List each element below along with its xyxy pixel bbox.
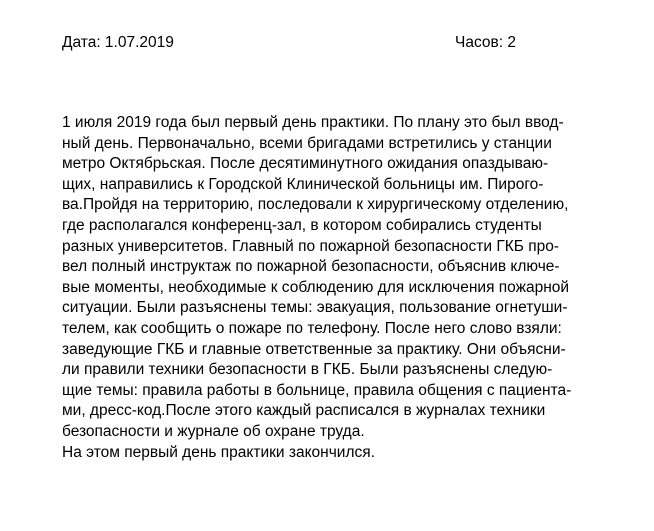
text-line: заведующие ГКБ и главные ответственные за практику. Они объясни- bbox=[62, 340, 566, 358]
report-paragraph bbox=[62, 113, 642, 463]
text-line: разных университетов. Главный по пожарной безопасности ГКБ про- bbox=[62, 237, 560, 255]
text-line: телем, как сообщить о пожаре по телефону. После него слово взяли: bbox=[62, 319, 562, 337]
text-line: ва.Пройдя на территорию, последовали к хирургическому отделению, bbox=[62, 196, 569, 214]
date-label: Дата: 1.07.2019 bbox=[62, 34, 174, 51]
hours-label: Часов: 2 bbox=[455, 34, 516, 51]
text-line: ный день. Первоначально, всеми бригадами встретились у станции bbox=[62, 134, 552, 152]
text-line: ми, дресс-код.После этого каждый расписался в журналах техники bbox=[62, 402, 546, 420]
text-line: где располагался конференц-зал, в котором собирались студенты bbox=[62, 216, 542, 234]
text-line: щие темы: правила работы в больнице, правила общения с пациента- bbox=[62, 381, 572, 399]
text-line: щих, направились к Городской Клинической больницы им. Пирого- bbox=[62, 175, 544, 193]
text-line: безопасности и журнале об охране труда. bbox=[62, 422, 365, 440]
text-line: ли правили техники безопасности в ГКБ. Были разъяснены следую- bbox=[62, 361, 553, 379]
text-line: ситуации. Были разъяснены темы: эвакуация, пользование огнетуши- bbox=[62, 299, 568, 317]
text-line: вые моменты, необходимые к соблюдению для исключения пожарной bbox=[62, 278, 570, 296]
document-header bbox=[62, 33, 614, 55]
text-line: метро Октябрьская. После десятиминутного ожидания опаздываю- bbox=[62, 155, 549, 173]
text-line: 1 июля 2019 года был первый день практики. По плану это был ввод- bbox=[62, 114, 564, 131]
closing-line: На этом первый день практики закончился. bbox=[62, 443, 375, 461]
text-line: вел полный инструктаж по пожарной безопасности, объяснив ключе- bbox=[62, 258, 560, 276]
